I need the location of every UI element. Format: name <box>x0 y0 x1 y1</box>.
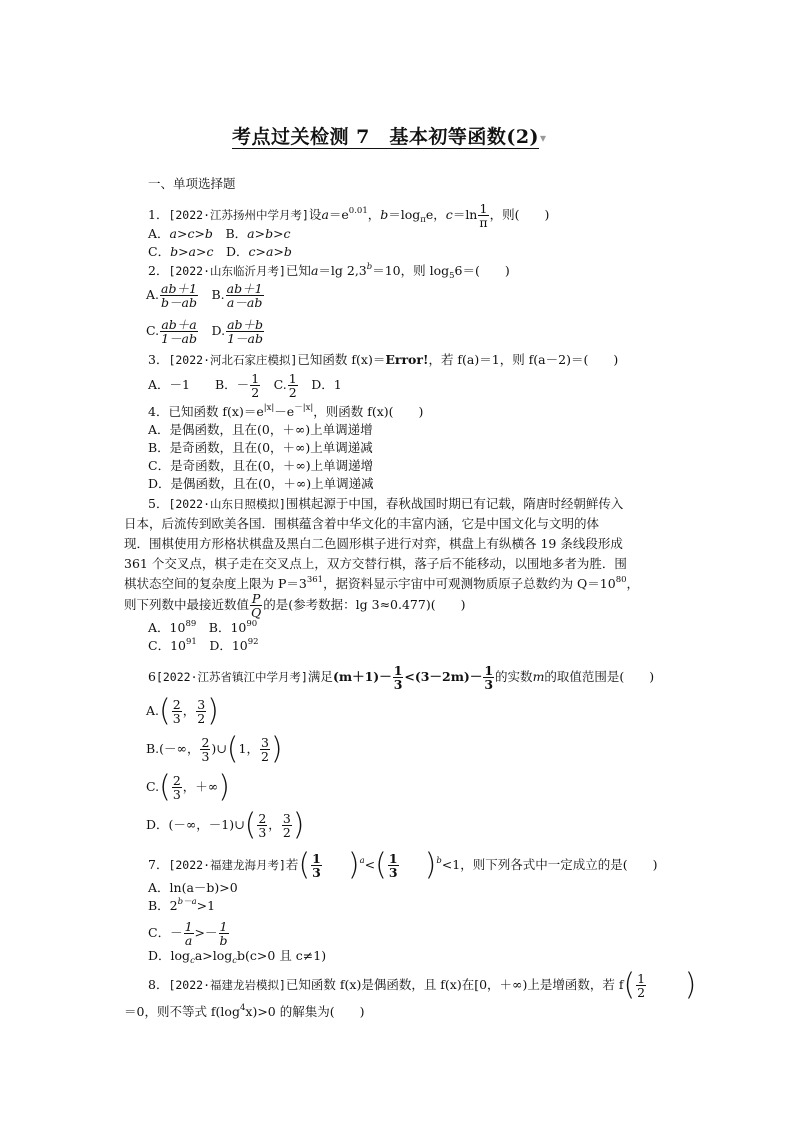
question-4: 4．已知函数 $f(x)=e^{|x|}-e^{-|x|}$，则函数 f(x)( ) <box>148 403 424 419</box>
section-heading: 一、单项选择题 <box>148 176 236 191</box>
question-7: 7．[2022·福建龙海月考]若( $\frac{1}{3}$ )$^a$<( $\frac{1}{3}$ )$^b$<1，则下列各式中一定成立的是( ) <box>148 847 658 883</box>
q6-option-b: B.(－∞， $\frac{2}{3}$ )∪(1， $\frac{3}{2}$ ) <box>146 731 283 767</box>
q5-line-2: 日本，后流传到欧美各国．围棋蕴含着中华文化的丰富内涵，它是中国文化与文明的体 <box>124 516 600 531</box>
q4-option-a: A．是偶函数，且在(0，＋∞)上单调递增 <box>148 422 373 437</box>
q4-option-b: B．是奇函数，且在(0，＋∞)上单调递减 <box>148 440 373 455</box>
q2-options-cd: C. $\frac{ab+a}{1-ab}$ D. $\frac{ab+b}{1-ab}$ <box>146 317 264 346</box>
q5-line-5: 棋状态空间的复杂度上限为 $P=3^{361}$，据资料显示宇宙中可观测物质原子总数约为 $Q=10^{80}$， <box>124 575 640 591</box>
question-6: 6[2022·江苏省镇江中学月考]满足(m＋1)－ $\frac{1}{3}$ <(3－2m)－ $\frac{1}{3}$ 的实数m的取值范围是( ) <box>148 663 655 692</box>
q6-option-c: C.( $\frac{2}{3}$ ，＋∞) <box>146 769 230 805</box>
q8-line-2: ＝0，则不等式 $f(\log^4x)>0$ 的解集为( ) <box>124 1003 365 1019</box>
q1-options-cd: C．b>a>c D．c>a>b <box>148 244 292 259</box>
q1-options-ab: A．a>c>b B．a>b>c <box>148 226 291 241</box>
q4-option-c: C．是奇函数，且在(0，＋∞)上单调递增 <box>148 458 374 473</box>
question-3: 3．[2022·河北石家庄模拟]已知函数 f(x)＝Error!，若 f(a)＝1，则 f(a－2)＝( ) <box>148 352 619 367</box>
q2-options-ab: A. $\frac{ab+1}{b-ab}$ B. $\frac{ab+1}{a-ab}$ <box>146 281 263 310</box>
q3-options: A．－1 B．－ $\frac{1}{2}$ C. $\frac{1}{2}$ D．1 <box>148 371 342 400</box>
q5-line-6: 则下列数中最接近数值 $\frac{P}{Q}$ 的是(参考数据：lg 3≈0.477)( ) <box>124 591 466 620</box>
question-5: 5．[2022·山东日照模拟]围棋起源于中国，春秋战国时期已有记载，隋唐时经朝鲜传入 <box>148 496 624 511</box>
q5-options-cd: C．$10^{91}$ D．$10^{92}$ <box>148 637 259 653</box>
q4-option-d: D．是偶函数，且在(0，＋∞)上单调递减 <box>148 476 374 491</box>
fraction: $\frac{1}{\pi}$ <box>479 201 488 230</box>
page-title <box>232 122 547 149</box>
question-1: 1．[2022·江苏扬州中学月考]设$a=e^{0.01}$，$b=\log_\pi e$，c＝ln $\frac{1}{\pi}$ ，则( ) <box>148 201 550 230</box>
title-text: 考点过关检测 7 基本初等函数(2) <box>232 126 540 148</box>
q6-option-d: D．(－∞，－1)∪( $\frac{2}{3}$ ， $\frac{3}{2}$ ) <box>146 807 305 843</box>
q7-option-b: B．$2^{b-a}>1$ <box>148 897 216 913</box>
question-8: 8．[2022·福建龙岩模拟]已知函数 f(x)是偶函数，且 f(x)在[0，＋∞)上是增函数，若 f( $\frac{1}{2}$ ) <box>148 967 697 1003</box>
dropdown-arrow-icon[interactable]: ▾ <box>540 131 547 145</box>
q5-options-ab: A．$10^{89}$ B．$10^{90}$ <box>148 619 258 635</box>
q5-line-4: 361 个交叉点，棋子走在交叉点上，双方交替行棋，落子后不能移动，以围地多者为胜．围 <box>124 556 627 571</box>
question-2: 2．[2022·山东临沂月考]已知a＝lg 2,3$^b$＝10，则 $\log_56=$( ) <box>148 262 510 281</box>
q5-line-3: 现．围棋使用方形格状棋盘及黑白二色圆形棋子进行对弈，棋盘上有纵横各 19 条线段形成 <box>124 536 623 551</box>
q7-option-c: C．－ $\frac{1}{a}$ >－ $\frac{1}{b}$ <box>148 919 228 948</box>
q6-option-a: A.( $\frac{2}{3}$ ， $\frac{3}{2}$ ) <box>146 693 219 729</box>
q7-option-d: D．$\log_ca>\log_cb(c>0$ 且 c≠1) <box>148 948 327 966</box>
q7-option-a: A．ln(a－b)>0 <box>148 880 238 895</box>
